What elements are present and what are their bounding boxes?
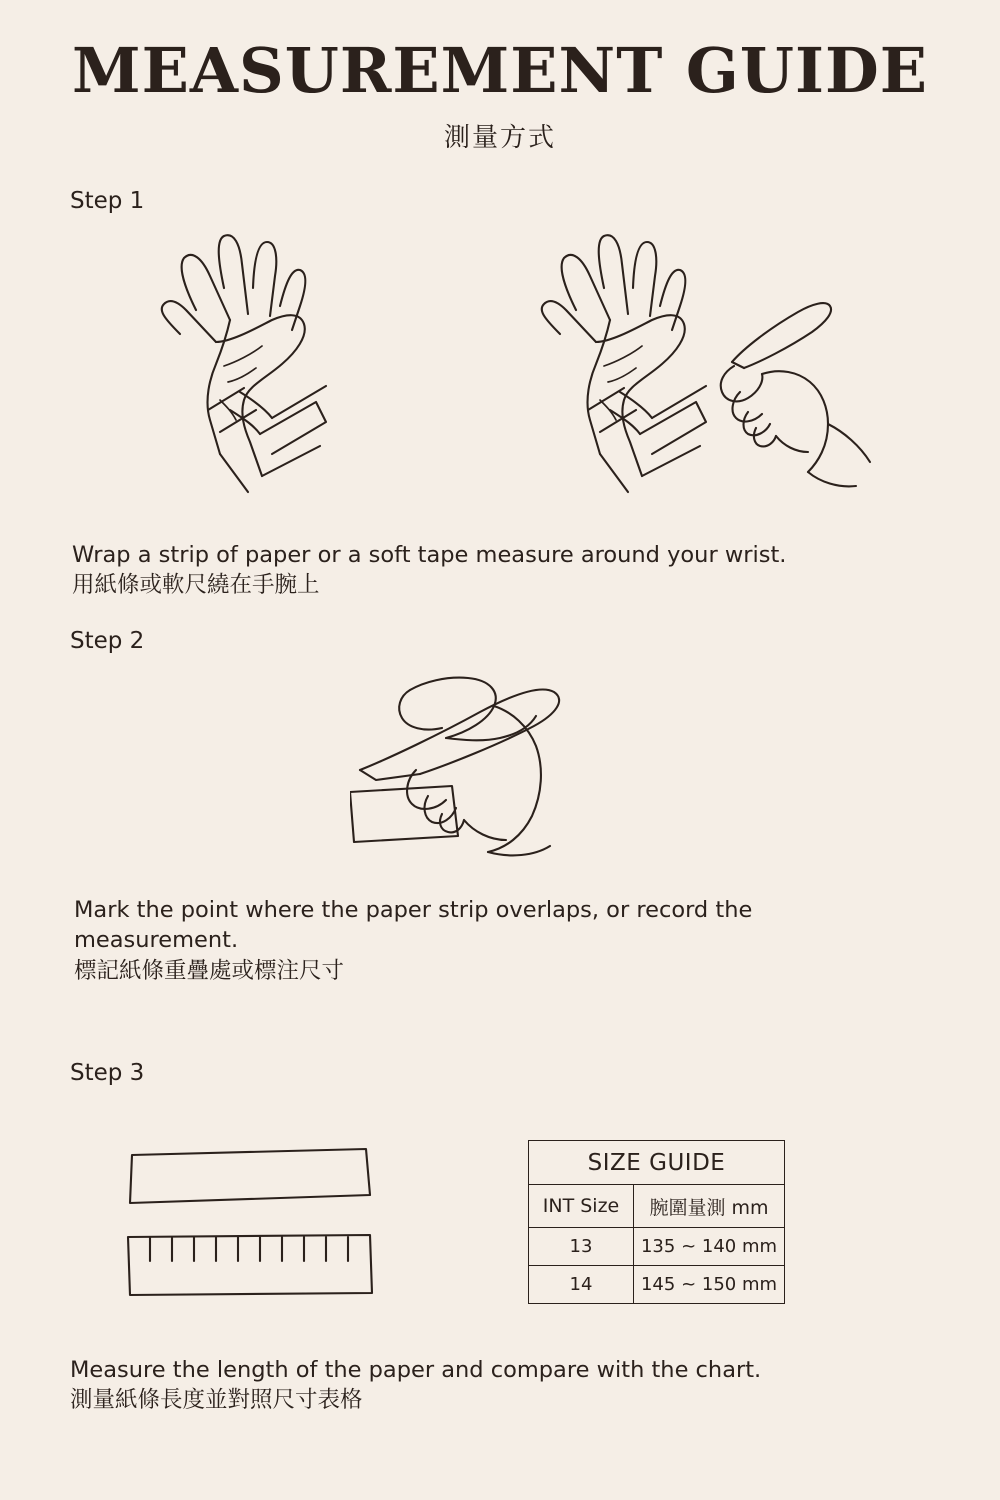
step-1-label: Step 1 xyxy=(70,188,145,214)
page-subtitle: 測量方式 xyxy=(443,123,556,154)
step-2-caption-en: Mark the point where the paper strip overlaps, or record the measurement. xyxy=(74,897,753,954)
cell-int-size: 14 xyxy=(529,1266,634,1304)
step-3-caption xyxy=(70,1355,950,1416)
step-1-caption xyxy=(72,540,942,601)
step-3-illustration xyxy=(120,1135,410,1305)
table-column-header-row xyxy=(529,1185,785,1228)
column-header-int-size: INT Size xyxy=(529,1185,634,1228)
step-2-illustration xyxy=(350,650,650,880)
step-3-caption-zh: 測量紙條長度並對照尺寸表格 xyxy=(70,1387,363,1414)
table-row xyxy=(529,1266,785,1304)
step-3-caption-en: Measure the length of the paper and compare with the chart. xyxy=(70,1357,762,1383)
size-guide-table xyxy=(528,1140,785,1304)
table-row xyxy=(529,1228,785,1266)
step-1-caption-zh: 用紙條或軟尺繞在手腕上 xyxy=(72,572,320,599)
cell-measurement: 135 ~ 140 mm xyxy=(634,1228,785,1266)
step-3-label: Step 3 xyxy=(70,1060,145,1086)
cell-int-size: 13 xyxy=(529,1228,634,1266)
column-header-measurement: 腕圍量測 mm xyxy=(634,1185,785,1228)
step-2-caption-zh: 標記紙條重疊處或標注尺寸 xyxy=(74,957,345,984)
step-2-caption xyxy=(74,895,914,986)
size-guide-table-wrapper xyxy=(528,1140,785,1304)
cell-measurement: 145 ~ 150 mm xyxy=(634,1266,785,1304)
table-head-row xyxy=(529,1141,785,1185)
step-1-illustration xyxy=(120,214,910,514)
page-title: MEASUREMENT GUIDE xyxy=(72,34,928,107)
step-1-caption-en: Wrap a strip of paper or a soft tape measure around your wrist. xyxy=(72,542,787,568)
size-guide-title: SIZE GUIDE xyxy=(529,1141,785,1185)
step-2-label: Step 2 xyxy=(70,628,145,654)
